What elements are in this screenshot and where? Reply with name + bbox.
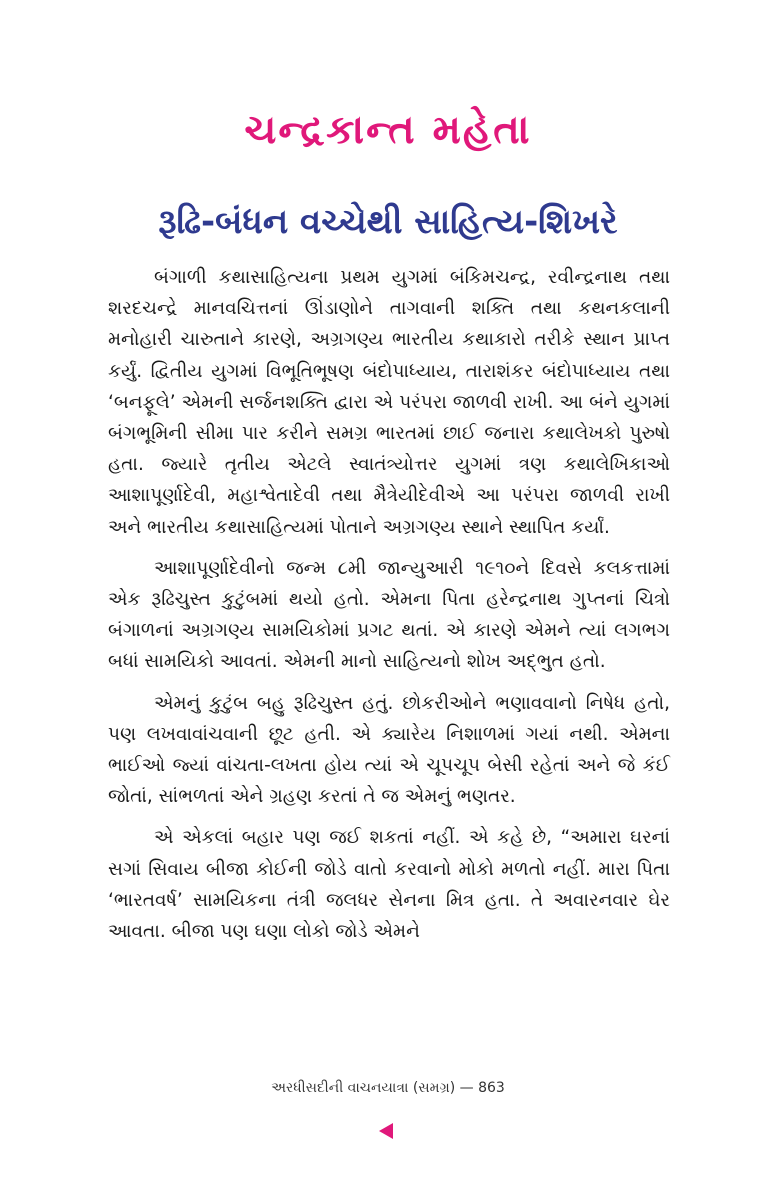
paragraph-2: આશાપૂર્ણાદેવીનો જન્મ ૮મી જાન્યુઆરી ૧૯૧૦ને દિવસે કલકત્તામાં એક રૂઢિચુસ્ત કુટુંબમાં થયો હતો. એમના પિતા હરેન્દ્રનાથ ગુપ્તનાં ચિત્રો બંગાળનાં અગ્રગણ્ય સામયિકોમાં પ્રગટ થતાં. એ કારણે એમને ત્યાં લગભગ બધાં સામયિકો આવતાં. એમની માનો સાહિત્યનો શોખ અદ્ભુત હતો. [108, 557, 670, 673]
body-text [108, 262, 670, 957]
author-name: ચન્દ્રકાન્ત મહેતા [244, 107, 532, 153]
chapter-title: રૂઢિ-બંધન વચ્ચેથી સાહિત્ય-શિખરે [158, 202, 618, 242]
previous-page-icon[interactable] [379, 1123, 393, 1139]
paragraph-4: એ એકલાં બહાર પણ જઈ શકતાં નહીં. એ કહે છે, “અમારા ઘરનાં સગાં સિવાય બીજા કોઈની જોડે વાતો કરવાનો મોકો મળતો નહીં. મારા પિતા ‘ભારતવર્ષ’ સામયિકના તંત્રી જલધર સેનના મિત્ર હતા. તે અવારનવાર ઘેર આવતા. બીજા પણ ઘણા લોકો જોડે એમને [108, 827, 670, 943]
paragraph-1: બંગાળી કથાસાહિત્યના પ્રથમ યુગમાં બંકિમચન્દ્ર, રવીન્દ્રનાથ તથા શરદચન્દ્રે માનવચિત્તનાં ઊંડાણોને તાગવાની શક્તિ તથા કથનકલાની મનોહારી ચારુતાને કારણે, અગ્રગણ્ય ભારતીય કથાકારો તરીકે સ્થાન પ્રાપ્ત કર્યું. દ્વિતીય યુગમાં વિભૂતિભૂષણ બંદોપાધ્યાય, તારાશંકર બંદોપાધ્યાય તથા ‘બનફૂલે’ એમની સર્જનશક્તિ દ્વારા એ પરંપરા જાળવી રાખી. આ બંને યુગમાં બંગભૂમિની સીમા પાર કરીને સમગ્ર ભારતમાં છાઈ જનારા કથાલેખકો પુરુષો હતા. જ્યારે તૃતીય એટલે સ્વાતંત્ર્યોત્તર યુગમાં ત્રણ કથાલેખિકાઓ આશાપૂર્ણાદેવી, મહાશ્વેતાદેવી તથા મૈત્રેયીદેવીએ આ પરંપરા જાળવી રાખી અને ભારતીય કથાસાહિત્યમાં પોતાને અગ્રગણ્ય સ્થાને સ્થાપિત કર્યાં. [108, 267, 670, 538]
page-footer: અરધીસદીની વાચનયાત્રા (સમગ્ર) — 863 [271, 1080, 505, 1096]
paragraph-3: એમનું કુટુંબ બહુ રૂઢિચુસ્ત હતું. છોકરીઓને ભણાવવાનો નિષેધ હતો, પણ લખવાવાંચવાની છૂટ હતી. એ ક્યારેય નિશાળમાં ગયાં નથી. એમના ભાઈઓ જ્યાં વાંચતા-લખતા હોય ત્યાં એ ચૂપચૂપ બેસી રહેતાં અને જે કંઈ જોતાં, સાંભળતાં એને ગ્રહણ કરતાં તે જ એમનું ભણતર. [108, 692, 670, 808]
